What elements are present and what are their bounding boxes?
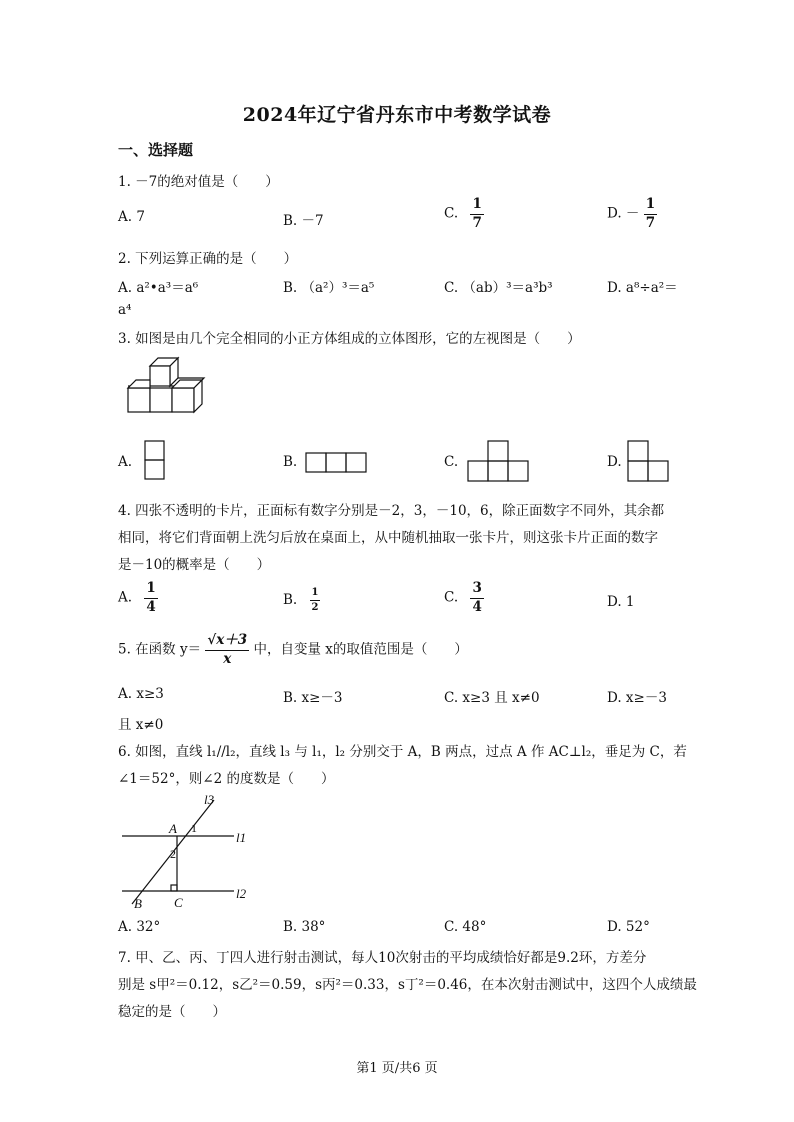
page-title: 2024年辽宁省丹东市中考数学试卷: [242, 104, 552, 126]
question-3-stem: 3. 如图是由几个完全相同的小正方体组成的立体图形，它的左视图是（ ）: [118, 331, 581, 347]
question-7-line-2: 别是 s甲²＝0.12，s乙²＝0.59，s丙²＝0.33，s丁²＝0.46，在本次射击测试中，这四个人成绩最: [118, 977, 697, 993]
q3-option-a-figure: [144, 440, 166, 482]
q4-option-b: [283, 588, 320, 613]
q4-b-num: 1: [310, 588, 321, 601]
q5-post: 中，自变量 x的取值范围是（ ）: [253, 641, 468, 658]
label-l2: l2: [236, 886, 247, 901]
question-7-line-3: 稳定的是（ ）: [118, 1004, 226, 1020]
q5-pre: 5. 在函数 y＝: [118, 641, 202, 658]
q1-d-label: D. －: [607, 205, 640, 222]
question-4-line-2: 相同，将它们背面朝上洗匀后放在桌面上，从中随机抽取一张卡片，则这张卡片正面的数字: [118, 530, 658, 546]
question-7-line-1: 7. 甲、乙、丙、丁四人进行射击测试，每人10次射击的平均成绩恰好都是9.2环，方差分: [118, 950, 647, 966]
q6-option-a: A. 32°: [118, 919, 161, 935]
question-4-line-3: 是－10的概率是（ ）: [118, 557, 271, 573]
label-B: B: [134, 896, 142, 910]
q3-option-b-figure: [305, 452, 369, 474]
q5-frac-den: x: [223, 650, 232, 667]
parallel-lines-figure: [118, 790, 258, 910]
q3-option-c-figure: [467, 440, 531, 484]
label-A: A: [169, 821, 177, 836]
q1-d-den: 7: [645, 214, 656, 231]
q4-option-a: [118, 582, 158, 614]
question-2-stem: 2. 下列运算正确的是（ ）: [118, 251, 298, 267]
q1-option-d: [607, 198, 657, 230]
q6-option-d: D. 52°: [607, 919, 650, 935]
question-6-line-2: ∠1＝52°，则∠2 的度数是（ ）: [118, 771, 335, 787]
cube-solid-figure: [124, 356, 208, 416]
q4-option-d: D. 1: [607, 594, 635, 610]
q4-c-label: C.: [444, 589, 459, 606]
q1-c-num: 1: [470, 198, 483, 215]
q5-option-c: C. x≥3 且 x≠0: [444, 690, 540, 706]
q1-c-label: C.: [444, 205, 459, 222]
q2-option-d-continued: a⁴: [118, 302, 132, 318]
label-C: C: [174, 895, 183, 910]
question-1-stem: 1. －7的绝对值是（ ）: [118, 174, 279, 190]
q4-c-num: 3: [470, 582, 483, 599]
question-4-line-1: 4. 四张不透明的卡片，正面标有数字分别是－2，3，－10，6，除正面数字不同外，其余都: [118, 503, 665, 519]
q6-option-c: C. 48°: [444, 919, 487, 935]
q4-c-den: 4: [472, 598, 482, 615]
q4-option-c: [444, 582, 484, 614]
q2-option-b: B. （a²）³＝a⁵: [283, 280, 375, 296]
label-l3: l3: [204, 792, 215, 807]
section-heading: 一、选择题: [118, 141, 194, 159]
q3-option-a-label: A.: [118, 454, 133, 470]
label-l1: l1: [236, 830, 247, 845]
q5-option-b: B. x≥－3: [283, 690, 343, 706]
q3-option-d-label: D.: [607, 454, 622, 470]
question-5-stem: [118, 634, 468, 666]
question-6-line-1: 6. 如图，直线 l₁//l₂，直线 l₃ 与 l₁，l₂ 分别交于 A，B 两点，过点 A 作 AC⊥l₂，垂足为 C，若: [118, 744, 687, 760]
q3-option-d-figure: [627, 440, 671, 484]
q3-option-b-label: B.: [283, 454, 298, 470]
q2-option-c: C. （ab）³＝a³b³: [444, 280, 553, 296]
q4-a-den: 4: [146, 598, 156, 615]
q4-a-num: 1: [144, 582, 157, 599]
q5-option-a: A. x≥3: [118, 686, 164, 702]
q1-option-a: A. 7: [118, 209, 145, 225]
q1-option-b: B. －7: [283, 213, 324, 229]
q5-option-d-continued: 且 x≠0: [118, 717, 164, 733]
q3-option-c-label: C.: [444, 454, 459, 470]
q4-b-label: B.: [283, 592, 298, 608]
q1-c-den: 7: [472, 214, 482, 231]
q1-d-num: 1: [644, 198, 657, 215]
q6-option-b: B. 38°: [283, 919, 326, 935]
q5-frac-num: √x＋3: [205, 634, 249, 651]
q4-a-label: A.: [118, 589, 133, 606]
label-angle-1: 1: [191, 821, 197, 835]
page-footer: 第1 页/共6 页: [356, 1061, 438, 1076]
q2-option-d: D. a⁸÷a²＝: [607, 280, 678, 296]
label-angle-2: 2: [170, 847, 176, 861]
q1-option-c: [444, 198, 484, 230]
q2-option-a: A. a²•a³＝a⁶: [118, 280, 199, 296]
q4-b-den: 2: [311, 602, 319, 613]
q5-option-d: D. x≥－3: [607, 690, 667, 706]
